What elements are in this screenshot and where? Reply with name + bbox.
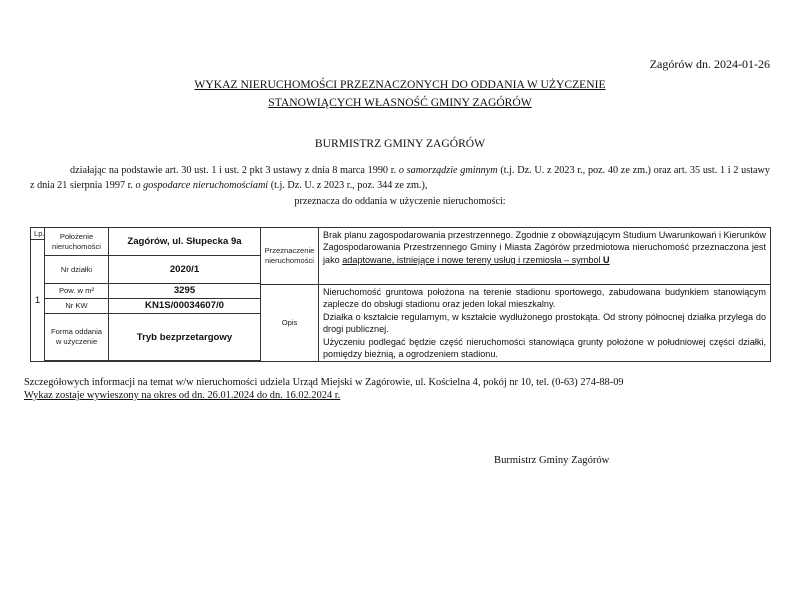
purpose-statement: przeznacza do oddania w użyczenie nieruchomości:: [294, 196, 506, 207]
desc-paragraph-3: Użyczeniu podlegać będzie część nieruchomości stanowiąca grunty położone w południowej części działki, pomiędzy bieżnią, a ogrodzeniem stadionu.: [323, 336, 766, 360]
desc-label: Opis: [261, 285, 319, 362]
kw-value: KN1S/00034607/0: [109, 298, 261, 313]
purpose-text-b: adaptowane, istniejące i nowe tereny usług i rzemiosła – symbol: [342, 254, 604, 265]
purpose-text-a: Brak planu zagospodarowania przestrzennego. Zgodnie z obowiązującym Studium Uwarunkowań i Kierunków Zagospodarowania Przestrzennego Gminy i Miasta Zagórów przedmiotowa nieruchomość przeznaczona jest jako: [323, 230, 766, 265]
contact-info: Szczegółowych informacji na temat w/w nieruchomości udziela Urząd Miejski w Zagórowie, ul. Kościelna 4, pokój nr 10, tel. (0-63) 274-88-09: [24, 377, 624, 388]
document-date: Zagórów dn. 2024-01-26: [649, 57, 770, 71]
lp-header: Lp.: [31, 228, 45, 240]
table-spacer: [45, 361, 261, 362]
document-title-line1: WYKAZ NIERUCHOMOŚCI PRZEZNACZONYCH DO ODDANIA W UŻYCZENIE: [194, 78, 606, 91]
legal-basis-part3: (t.j. Dz. U. z 2023 r., poz. 344 ze zm.),: [268, 180, 428, 191]
legal-basis-part1: działając na podstawie art. 30 ust. 1 i ust. 2 pkt 3 ustawy z dnia 8 marca 1990 r.: [70, 165, 399, 176]
area-value: 3295: [109, 284, 261, 299]
location-value: Zagórów, ul. Słupecka 9a: [109, 228, 261, 256]
form-value: Tryb bezprzetargowy: [109, 314, 261, 361]
signature: Burmistrz Gminy Zagórów: [494, 455, 610, 466]
desc-paragraph-2: Działka o kształcie regularnym, w kształcie wydłużonego prostokąta. Od strony północnej działka przylega do drogi publicznej.: [323, 311, 766, 335]
legal-basis-act2: o gospodarce nieruchomościami: [135, 180, 269, 191]
area-label: Pow. w m²: [45, 284, 109, 299]
plot-label: Nr działki: [45, 256, 109, 284]
location-label: Położenie nieruchomości: [45, 228, 109, 256]
legal-basis-act1: o samorządzie gminnym: [398, 165, 498, 176]
legal-basis-paragraph: [30, 163, 770, 193]
desc-paragraph-1: Nieruchomość gruntowa położona na terenie stadionu sportowego, zabudowana budynkiem stanowiącym zaplecze do obsługi stadionu oraz jeden lokal mieszkalny.: [323, 287, 766, 310]
property-table: [30, 227, 771, 362]
form-label: Forma oddania w użyczenie: [45, 314, 109, 361]
issuer-heading: BURMISTRZ GMINY ZAGÓRÓW: [314, 137, 486, 150]
purpose-label: Przeznaczenie nieruchomości: [261, 228, 319, 285]
purpose-symbol: U: [603, 254, 610, 265]
property-description: [319, 285, 771, 362]
kw-label: Nr KW: [45, 298, 109, 313]
posting-period: Wykaz zostaje wywieszony na okres od dn. 26.01.2024 do dn. 16.02.2024 r.: [24, 390, 341, 401]
lp-value: 1: [31, 240, 45, 362]
purpose-description: [319, 228, 771, 285]
document-title-line2: STANOWIĄCYCH WŁASNOŚĆ GMINY ZAGÓRÓW: [268, 96, 532, 109]
legal-basis-part2: (t.j. Dz. U. z 2023 r., poz. 40 ze zm.) oraz art. 35 ust. 1 i 2 ustawy z dnia 21 sierpnia 1997 r.: [30, 165, 770, 191]
plot-value: 2020/1: [109, 256, 261, 284]
